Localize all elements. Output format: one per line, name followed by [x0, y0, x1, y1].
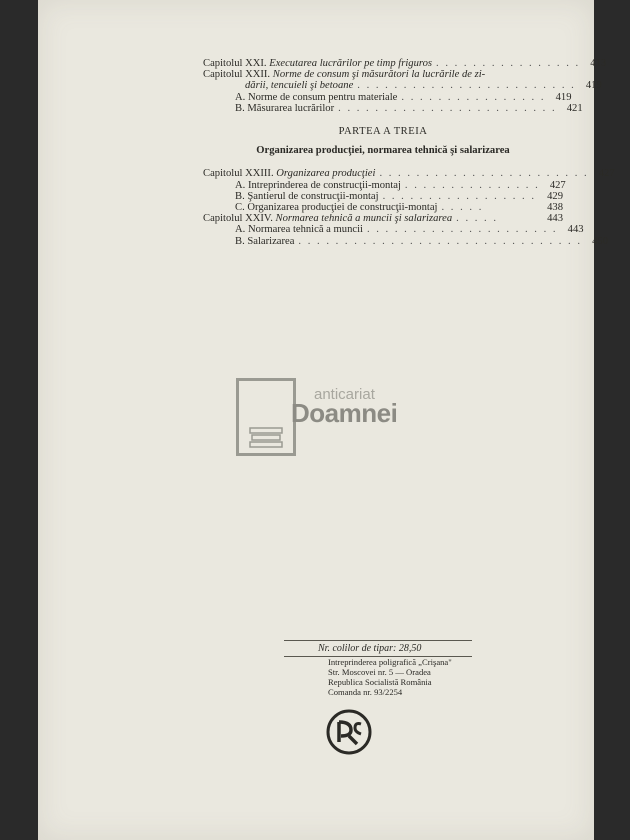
- divider: [284, 640, 472, 641]
- toc-subentry-label: B. Măsurarea lucrărilor: [235, 102, 335, 114]
- toc-subentry: [203, 235, 608, 247]
- toc-entry: [203, 168, 615, 180]
- watermark-small-text: anticariat: [314, 386, 375, 403]
- leader-dots: . . . . . . . . . . . . . . . . . . . . . . . .: [338, 102, 557, 114]
- watermark-logo: [236, 378, 436, 460]
- leader-dots: . . . . .: [441, 202, 484, 214]
- leader-dots: . . . . . . . . . . . . . . . . . . . . . . . .: [357, 80, 576, 92]
- toc-chapter-label: Capitolul XXI.: [203, 58, 267, 69]
- toc-page-number: 429: [547, 190, 563, 202]
- toc-page-number: 443: [547, 213, 563, 225]
- toc-subentry: [203, 102, 583, 114]
- books-icon: [248, 426, 284, 448]
- toc-entry: [203, 213, 563, 224]
- toc-subentry: [203, 224, 584, 236]
- toc-subentry: [203, 191, 563, 202]
- toc-page-number: 427: [549, 179, 566, 191]
- imprint-line: Str. Moscovei nr. 5 — Oradea: [328, 667, 431, 677]
- imprint-line: Republica Socialistă România: [328, 677, 432, 687]
- leader-dots: . . . . . . . . . . . . . . . . . . . . . . .: [379, 168, 589, 180]
- leader-dots: . . . . . . . . . . . . . . . . .: [382, 190, 536, 202]
- toc-subentry-label: B. Salarizarea: [235, 235, 295, 247]
- leader-dots: . . . . .: [456, 213, 498, 225]
- imprint-line: Intreprinderea poligrafică „Crişana": [328, 657, 452, 667]
- toc-page-number: 427: [598, 168, 615, 180]
- book-page: [38, 0, 615, 840]
- toc-entry-continuation: [203, 80, 602, 92]
- toc-chapter-label: Capitolul XXIV.: [203, 213, 273, 225]
- table-of-contents: [203, 58, 615, 247]
- leader-dots: . . . . . . . . . . . . . . .: [404, 179, 540, 191]
- imprint-title: Nr. colilor de tipar: 28,50: [318, 643, 422, 654]
- leader-dots: . . . . . . . . . . . . . . . . . . . . .: [366, 224, 558, 236]
- toc-page-number: 443: [567, 224, 584, 236]
- toc-subentry-label: A. Normarea tehnică a muncii: [235, 224, 363, 236]
- toc-page-number: 421: [566, 102, 583, 114]
- toc-subentry-label: A. Intreprinderea de construcţii-montaj: [235, 179, 401, 191]
- toc-page-number: 413: [590, 58, 607, 69]
- toc-page-number: 419: [555, 91, 572, 103]
- toc-entry: [203, 69, 563, 80]
- watermark-big-text: Doamnei: [291, 398, 398, 428]
- imprint-block: [328, 657, 452, 697]
- toc-chapter-title: Organizarea producţiei: [276, 168, 376, 180]
- toc-chapter-label: Capitolul XXII.: [203, 69, 271, 81]
- toc-page-number: 450: [592, 235, 608, 247]
- toc-chapter-title: dării, tencuieli şi betoane: [245, 80, 354, 92]
- toc-subentry: [203, 179, 566, 191]
- part-heading: PARTEA A TREIA: [338, 126, 428, 138]
- toc-page-number: 438: [547, 202, 563, 214]
- toc-subentry-label: B. Şantierul de construcţii-montaj: [235, 190, 379, 202]
- leader-dots: . . . . . . . . . . . . . . . .: [436, 58, 581, 69]
- leader-dots: . . . . . . . . . . . . . . . . . . . . . . . . . . . . . . .: [298, 235, 582, 247]
- toc-chapter-title: Executarea lucrărilor pe timp friguros: [269, 58, 433, 69]
- toc-subentry: [203, 202, 563, 213]
- toc-page-number: 419: [585, 80, 602, 92]
- toc-entry: [203, 58, 607, 69]
- part-subheading: Organizarea producţiei, normarea tehnică şi salarizarea: [256, 145, 510, 157]
- toc-subentry-label: C. Organizarea producţiei de construcţii-montaj: [235, 202, 438, 214]
- leader-dots: . . . . . . . . . . . . . . . .: [401, 91, 546, 103]
- toc-chapter-label: Capitolul XXIII.: [203, 168, 274, 180]
- printer-logo-icon: [325, 708, 373, 756]
- toc-chapter-title: Normarea tehnică a muncii şi salarizarea: [275, 213, 453, 225]
- toc-chapter-title: Norme de consum şi măsurători la lucrările de zi-: [272, 69, 486, 81]
- imprint-line: Comanda nr. 93/2254: [328, 687, 403, 697]
- toc-subentry-label: A. Norme de consum pentru materiale: [235, 91, 398, 103]
- toc-subentry: [203, 91, 572, 103]
